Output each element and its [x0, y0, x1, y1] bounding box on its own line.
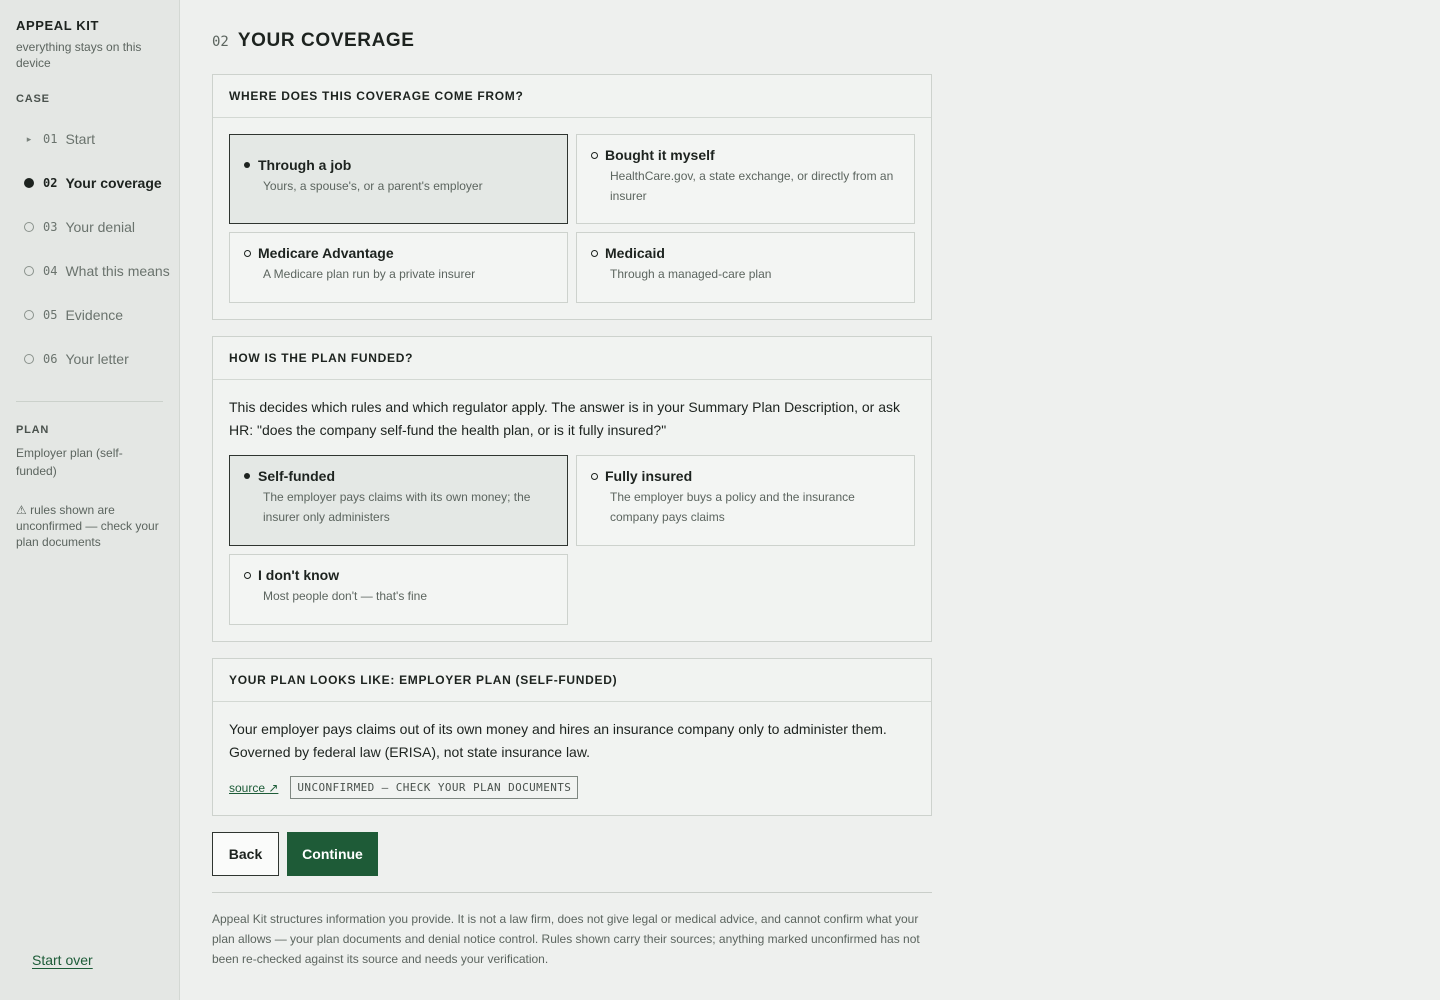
- footer-divider: [212, 892, 932, 893]
- step-label: What this means: [65, 263, 170, 279]
- radio-empty-icon: [244, 250, 251, 257]
- funding-intro-text: This decides which rules and which regulator apply. The answer is in your Summary Plan Description, or ask HR: "does the company self-fund the health plan, or is it fully insured?": [229, 399, 901, 438]
- radio-empty-icon: [244, 572, 251, 579]
- step-number: 05: [43, 308, 58, 322]
- radio-empty-icon: [591, 152, 598, 159]
- step-number: 04: [43, 264, 58, 278]
- coverage-source-panel: [212, 74, 932, 320]
- legal-disclaimer: Appeal Kit structures information you provide. It is not a law firm, does not give legal or medical advice, and cannot confirm what your plan allows — your plan documents and denial notice control. Rules shown carry their sources; anything marked unconfirmed has not been re-checked against its source and needs your verification.: [212, 912, 920, 966]
- step-number: 02: [43, 176, 58, 190]
- radio-selected-icon: [244, 162, 250, 168]
- plan-value: Employer plan (self-funded): [16, 446, 123, 478]
- option-medicare-advantage[interactable]: [229, 232, 568, 303]
- start-over-link[interactable]: Start over: [32, 952, 93, 968]
- option-description: The employer pays claims with its own money; the insurer only administers: [263, 490, 531, 524]
- option-description: Most people don't — that's fine: [263, 589, 428, 603]
- option-through-a-job[interactable]: [229, 134, 568, 224]
- panel-heading: HOW IS THE PLAN FUNDED?: [213, 337, 931, 380]
- page-number: 02: [212, 34, 229, 50]
- step-evidence[interactable]: [24, 293, 163, 337]
- sidebar: [0, 0, 180, 1000]
- unconfirmed-tag: UNCONFIRMED — CHECK YOUR PLAN DOCUMENTS: [290, 776, 578, 799]
- option-description: The employer buys a policy and the insurance company pays claims: [610, 490, 855, 524]
- option-medicaid[interactable]: [576, 232, 915, 303]
- step-number: 06: [43, 352, 58, 366]
- summary-text: Your employer pays claims out of its own money and hires an insurance company only to administer them. Governed by federal law (ERISA), not state insurance law.: [229, 721, 887, 760]
- option-bought-it-myself[interactable]: [576, 134, 915, 224]
- app-brand: APPEAL KIT: [16, 18, 100, 33]
- option-title: I don't know: [258, 567, 340, 583]
- option-title: Through a job: [258, 157, 352, 173]
- main-content: [212, 30, 932, 969]
- panel-heading: YOUR PLAN LOOKS LIKE: EMPLOYER PLAN (SELF-FUNDED): [213, 659, 931, 702]
- option-title: Medicare Advantage: [258, 245, 394, 261]
- option-description: A Medicare plan run by a private insurer: [263, 267, 476, 281]
- step-label: Evidence: [65, 307, 124, 323]
- page-title: [212, 30, 932, 52]
- option-title: Bought it myself: [605, 147, 715, 163]
- radio-empty-icon: [591, 473, 598, 480]
- continue-button[interactable]: Continue: [287, 832, 378, 876]
- step-number: 03: [43, 220, 58, 234]
- step-label: Your coverage: [65, 175, 162, 191]
- empty-circle-icon: [24, 222, 34, 232]
- option-i-dont-know[interactable]: [229, 554, 568, 625]
- option-description: Through a managed-care plan: [610, 267, 772, 281]
- empty-circle-icon: [24, 310, 34, 320]
- empty-circle-icon: [24, 354, 34, 364]
- radio-selected-icon: [244, 473, 250, 479]
- case-section-label: CASE: [16, 93, 50, 105]
- sidebar-divider: [16, 401, 163, 402]
- option-fully-insured[interactable]: [576, 455, 915, 546]
- empty-circle-icon: [24, 266, 34, 276]
- plan-funding-options: [229, 455, 915, 625]
- step-start[interactable]: [24, 117, 163, 161]
- step-label: Your denial: [65, 219, 135, 235]
- panel-heading: WHERE DOES THIS COVERAGE COME FROM?: [213, 75, 931, 118]
- coverage-source-options: [229, 134, 915, 303]
- plan-funding-panel: [212, 336, 932, 642]
- filled-circle-icon: [24, 178, 34, 188]
- step-label: Start: [65, 131, 96, 147]
- form-actions: [212, 832, 932, 876]
- back-button[interactable]: Back: [212, 832, 279, 876]
- step-your-coverage[interactable]: [24, 161, 163, 205]
- step-what-this-means[interactable]: [24, 249, 170, 293]
- option-title: Medicaid: [605, 245, 665, 261]
- unconfirmed-warning: ⚠ rules shown are unconfirmed — check your plan documents: [16, 503, 159, 549]
- option-description: Yours, a spouse's, or a parent's employer: [263, 179, 483, 193]
- step-label: Your letter: [65, 351, 129, 367]
- option-description: HealthCare.gov, a state exchange, or directly from an insurer: [610, 169, 894, 203]
- step-your-denial[interactable]: [24, 205, 163, 249]
- brand-tagline: everything stays on this device: [16, 40, 142, 70]
- arrow-right-icon: ▸: [26, 133, 32, 144]
- step-list: [16, 117, 170, 381]
- option-title: Self-funded: [258, 468, 335, 484]
- plan-summary-panel: [212, 658, 932, 816]
- radio-empty-icon: [591, 250, 598, 257]
- option-self-funded[interactable]: [229, 455, 568, 546]
- option-title: Fully insured: [605, 468, 693, 484]
- step-number: 01: [43, 132, 58, 146]
- plan-section-label: PLAN: [16, 424, 50, 436]
- step-your-letter[interactable]: [24, 337, 163, 381]
- source-link[interactable]: source ↗: [229, 780, 279, 795]
- page-heading: YOUR COVERAGE: [237, 30, 415, 51]
